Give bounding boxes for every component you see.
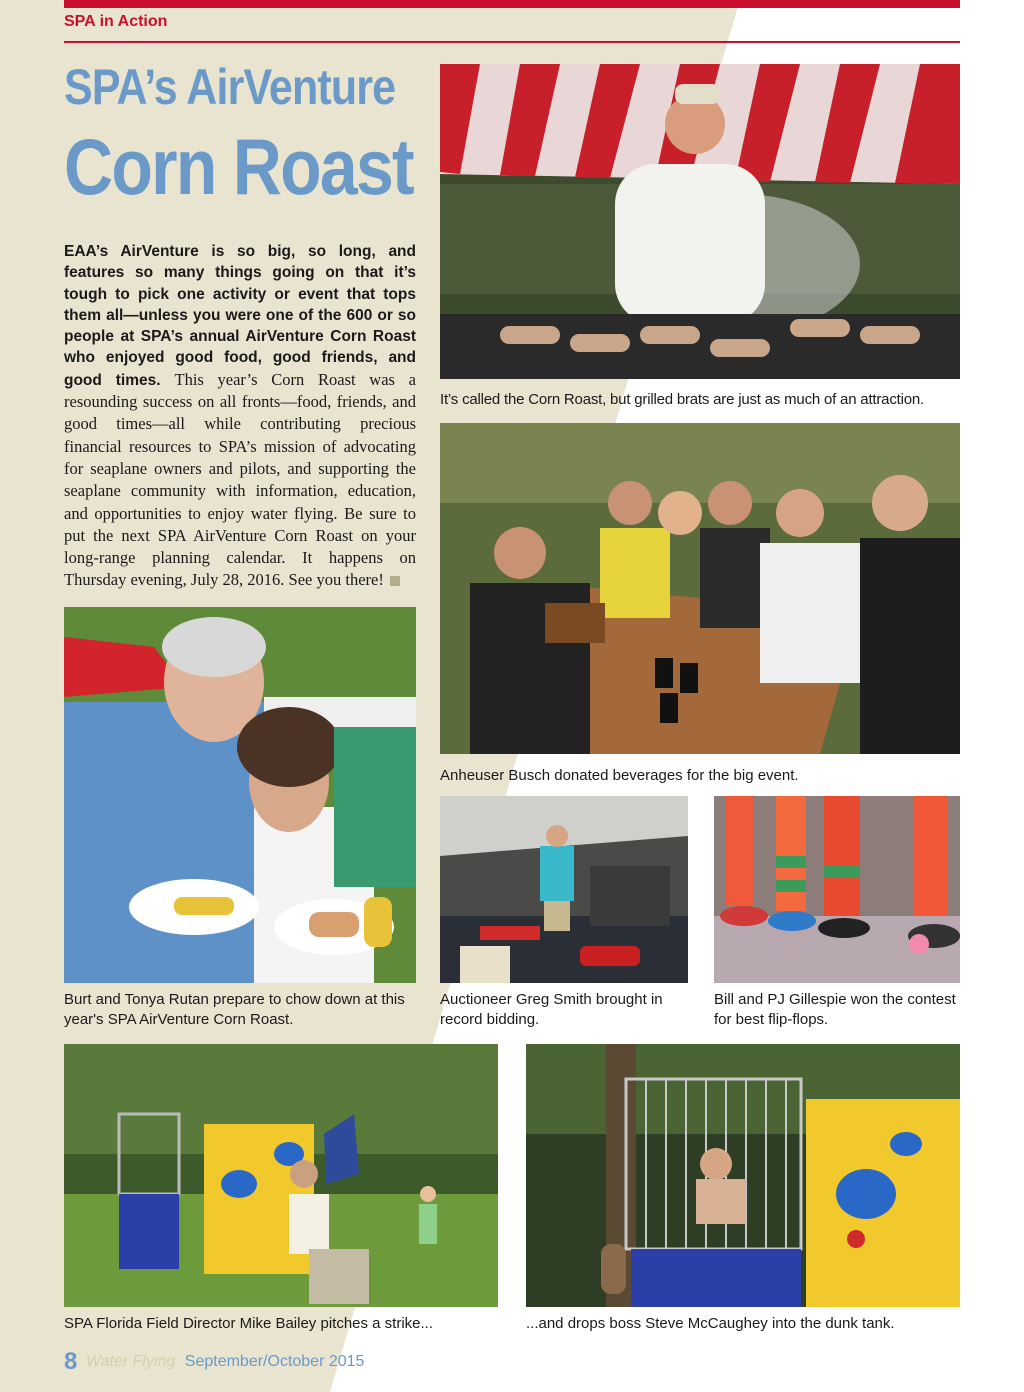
- photo-pitch: [64, 1044, 498, 1307]
- article-title-line1: SPA’s AirVenture: [64, 59, 396, 115]
- header-rule: [64, 41, 960, 43]
- section-label: SPA in Action: [64, 13, 168, 30]
- page-number: 8: [64, 1348, 78, 1375]
- article-body: [64, 241, 416, 592]
- issue-date: September/October 2015: [184, 1353, 365, 1370]
- photo-grill: [440, 64, 960, 379]
- magazine-name: Water Flying: [85, 1353, 176, 1370]
- top-accent-bar: [64, 0, 960, 8]
- photo-rutans: [64, 607, 416, 983]
- caption-auctioneer: Auctioneer Greg Smith brought in record bidding.: [440, 991, 663, 1028]
- article-lead: EAA’s AirVenture is so big, so long, and features so many things going on that it’s tough to pick one activity or event that tops them all—unless you were one of the 600 or so people at SPA’s annual AirVenture Corn Roast who enjoyed good food, good friends, and good times.: [64, 243, 416, 389]
- photo-auctioneer: [440, 796, 688, 983]
- caption-beverages: Anheuser Busch donated beverages for the big event.: [440, 767, 799, 784]
- page-folio: [64, 1348, 364, 1376]
- end-mark-icon: [390, 576, 400, 586]
- photo-flipflops: [714, 796, 960, 983]
- photo-dunk: [526, 1044, 960, 1307]
- article-text: This year’s Corn Roast was a resounding success on all fronts—food, friends, and good times—all while contributing precious financial resources to SPA’s mission of advocating for seaplane owners and pilots, and supporting the seaplane community with information, education, and opportunities to enjoy water flying. Be sure to put the next SPA AirVenture Corn Roast on your long-range planning calendar. It happens on Thursday evening, July 28, 2016. See you there!: [64, 369, 416, 590]
- caption-grill: It’s called the Corn Roast, but grilled brats are just as much of an attraction.: [440, 391, 924, 408]
- caption-flipflops: Bill and PJ Gillespie won the contest for best flip-flops.: [714, 991, 956, 1028]
- article-title-line2: Corn Roast: [64, 122, 413, 211]
- caption-pitch: SPA Florida Field Director Mike Bailey pitches a strike...: [64, 1315, 434, 1332]
- caption-rutans: Burt and Tonya Rutan prepare to chow down at this year's SPA AirVenture Corn Roast.: [64, 991, 405, 1028]
- photo-beverages: [440, 423, 960, 754]
- caption-dunk: ...and drops boss Steve McCaughey into the dunk tank.: [526, 1315, 895, 1332]
